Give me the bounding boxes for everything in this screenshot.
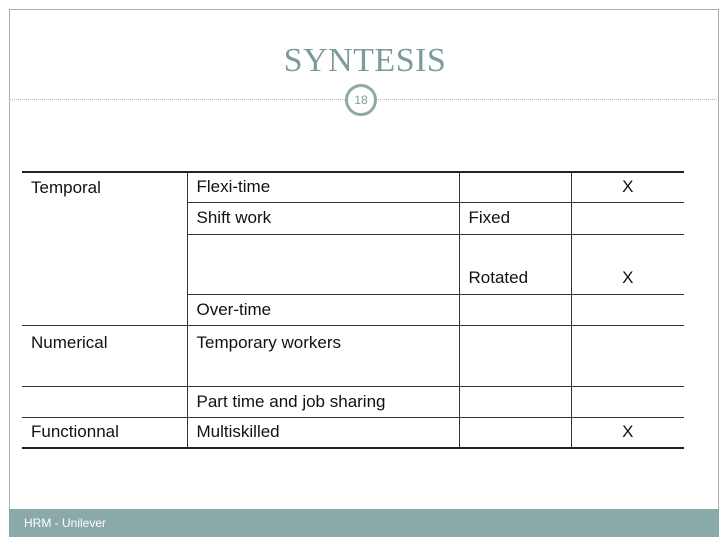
- variant-cell: Rotated: [459, 234, 571, 294]
- category-cell: [22, 386, 187, 417]
- slide-title: SYNTESIS: [283, 42, 447, 79]
- footer-bar: [9, 509, 719, 537]
- table-row: [22, 386, 684, 417]
- table-row: [22, 172, 684, 202]
- synthesis-table: [22, 171, 684, 449]
- variant-cell: [459, 386, 571, 417]
- category-cell: [22, 294, 187, 325]
- table-row: [22, 294, 684, 325]
- mark-cell: X: [571, 172, 684, 202]
- mark-cell: X: [571, 417, 684, 448]
- table-row: [22, 234, 684, 294]
- slide-title-container: [0, 42, 728, 80]
- practice-cell: Multiskilled: [187, 417, 459, 448]
- practice-cell: Part time and job sharing: [187, 386, 459, 417]
- table-row: [22, 417, 684, 448]
- mark-cell: [571, 325, 684, 386]
- mark-cell: [571, 202, 684, 234]
- practice-cell: Temporary workers: [187, 325, 459, 386]
- mark-cell: X: [571, 234, 684, 294]
- category-cell: Functionnal: [22, 417, 187, 448]
- table-row: [22, 325, 684, 386]
- mark-cell: [571, 294, 684, 325]
- practice-cell: [187, 234, 459, 294]
- category-cell: Numerical: [22, 325, 187, 386]
- table-row: [22, 202, 684, 234]
- category-cell: Temporal: [31, 177, 101, 197]
- variant-cell: [459, 417, 571, 448]
- variant-cell: [459, 172, 571, 202]
- variant-cell: [459, 325, 571, 386]
- footer-text: HRM - Unilever: [24, 516, 107, 530]
- mark-cell: [571, 386, 684, 417]
- variant-cell: Fixed: [459, 202, 571, 234]
- practice-cell: Over-time: [187, 294, 459, 325]
- page-number-badge: 18: [345, 84, 377, 116]
- variant-cell: [459, 294, 571, 325]
- category-cell: [22, 202, 187, 234]
- practice-cell: Shift work: [187, 202, 459, 234]
- practice-cell: Flexi-time: [187, 172, 459, 202]
- category-cell: [22, 234, 187, 294]
